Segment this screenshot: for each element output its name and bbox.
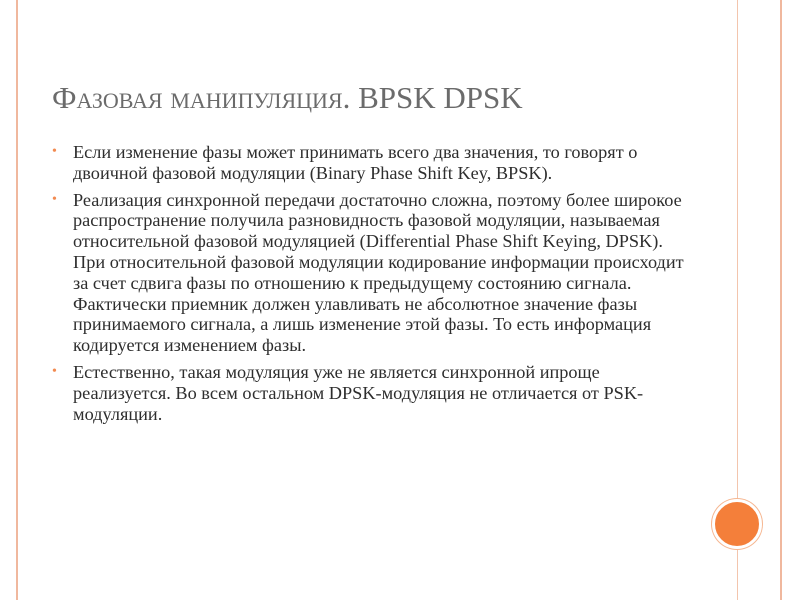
bullet-item: [52, 190, 692, 356]
bullet-dot-icon: •: [52, 191, 57, 207]
decorative-circle-icon: [712, 499, 762, 549]
bullet-text: Если изменение фазы может принимать всего два значения, то говорят о двоичной фазовой модуляции (Binary Phase Shift Key, BPSK).: [73, 142, 638, 183]
slide-title: Фазовая манипуляция. BPSK DPSK: [52, 80, 523, 115]
bullet-text: Естественно, такая модуляция уже не является синхронной ипроще реализуется. Во всем остальном DPSK-модуляция не отличается от PSK-модуляции.: [73, 361, 644, 424]
bullet-list: [52, 142, 692, 430]
bullet-dot-icon: •: [52, 363, 57, 379]
bullet-dot-icon: •: [52, 144, 57, 159]
bullet-item: [52, 362, 692, 424]
bullet-item: [52, 142, 692, 184]
bullet-text: Реализация синхронной передачи достаточно сложна, поэтому более широкое распространение получила разновидность фазовой модуляции, называемая относительной фазовой модуляцией (Differential Phase Shift Keying, DPSK). При относительной фазовой модуляции кодирование информации происходит за счет сдвига фазы по отношению к предыдущему состоянию сигнала. Фактически приемник должен улавливать не абсолютное значение фазы принимаемого сигнала, а лишь изменение этой фазы. То есть информация кодируется изменением фазы.: [73, 189, 684, 356]
